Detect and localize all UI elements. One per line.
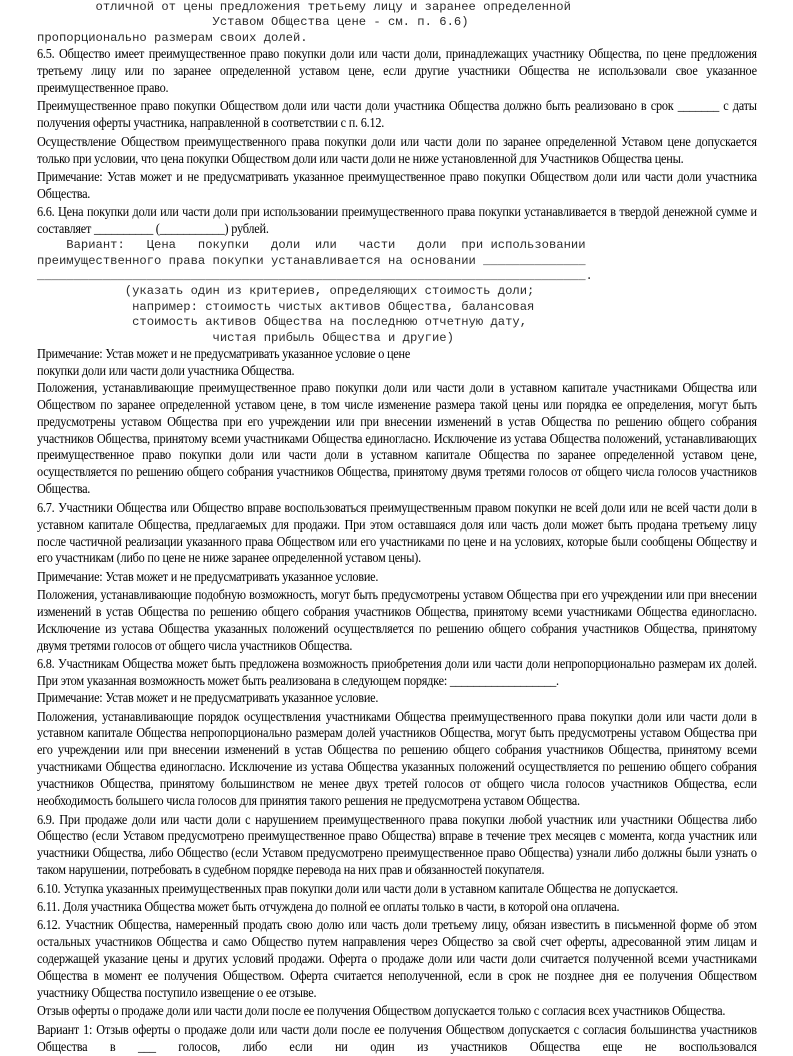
mono-line: Уставом Общества цене - см. п. 6.6) [37,15,469,30]
paragraph-offer-withdrawal: Отзыв оферты о продаже доли или части доли после ее получения Обществом допускается только с согласия всех участников Общества. [37,1003,726,1019]
mono-line: Вариант: Цена покупки доли или части доли при использовании [37,238,586,253]
mono-line: чистая прибыль Общества и другие) [37,330,454,345]
paragraph-6-5: 6.5. Общество имеет преимущественное право покупки доли или части доли, принадлежащих участнику Общества, по цене предложения третьему лицу или по заранее определенной уставом цене, если другие участники Общества не использовали свое указанное преимущественное право. [37,46,757,96]
pre-block-variant [37,238,757,346]
paragraph-6-10: 6.10. Уступка указанных преимущественных прав покупки доли или части доли в уставном капитале Общества не допускается. [37,880,679,896]
mono-line: отличной от цены предложения третьему лицу и заранее определенной [37,0,571,14]
paragraph-6-7: 6.7. Участники Общества или Общество вправе воспользоваться преимущественным правом покупки не всей доли или не всей части доли в уставном капитале Общества, предлагаемых для продажи. При этом оставшаяся доля или часть доли может быть продана третьему лицу после частичной реализации указанного права Обществом или его участниками по цене и на условиях, которые были сообщены Обществу и его участникам (либо по цене не ниже заранее определенной уставом цены). [37,499,757,566]
mono-line: преимущественного права покупки устанавливается на основании ______________ [37,253,586,268]
note-condition: Примечание: Устав может и не предусматривать указанное условие. [37,690,379,706]
note-price [37,346,757,380]
note-price-line: покупки доли или части доли участника Общества. [37,362,295,378]
pre-block-top [37,0,757,46]
paragraph-provisions-possibility: Положения, устанавливающие подобную возможность, могут быть предусмотрены уставом Общества при его учреждении или при внесении изменений в устав Общества по решению общего собрания участников Общества, принятому всеми участниками Общества единогласно. Исключение из устава Общества указанных положений осуществляется по решению общего собрания участников Общества, принятому двумя третями голосов от общего числа участников Общества. [37,587,757,653]
paragraph-provisions-order: Положения, устанавливающие порядок осуществления участниками Общества преимущественного права покупки доли или части доли в уставном капитале Общества непропорционально размерам долей участников Общества, могут быть предусмотрены уставом Общества при его учреждении или при внесении изменений в устав Общества по решению общего собрания участников Общества, принятому всеми участниками Общества единогласно. Исключение из устава Общества указанных положений осуществляется по решению общего собрания участников Общества, принятому большинством не менее двух третей голосов от общего числа голосов участников Общества, если необходимость большего числа голосов для принятия такого решения не предусмотрена уставом Общества. [37,708,757,809]
mono-line: например: стоимость чистых активов Общества, балансовая [37,299,535,314]
paragraph-6-12: 6.12. Участник Общества, намеренный продать свою долю или часть доли третьему лицу, обязан известить в письменной форме об этом остальных участников Общества и само Общество путем направления через Общество за свой счет оферты, адресованной этим лицам и содержащей указание цены и других условий продажи. Оферта о продаже доли или части доли считается полученной всеми участниками Общества в момент ее получения Обществом. Оферта считается неполученной, если в срок не позднее дня ее получения Обществом участнику Общества поступило извещение о ее отзыве. [37,917,757,1001]
note-condition: Примечание: Устав может и не предусматривать указанное условие. [37,568,379,584]
note-price-line: Примечание: Устав может и не предусматривать указанное условие о цене [37,346,411,362]
paragraph-preemptive-term: Преимущественное право покупки Обществом доли или части доли участника Общества должно быть реализовано в срок _______ с даты получения оферты участника, направленной в соответствии с п. 6.12. [37,98,757,131]
document-page [37,0,757,1056]
paragraph-provisions-preemptive: Положения, устанавливающие преимущественное право покупки доли или части доли в уставном капитале участниками Общества или Обществом по заранее определенной уставом цене, в том числе изменение размера такой цены или порядка ее определения, могут быть предусмотрены уставом Общества при его учреждении или при внесении изменений в устав Общества по решению общего собрания участников Общества, принятому всеми участниками Общества единогласно. Исключение из устава Общества положений, устанавливающих преимущественное право покупки доли или части доли в уставном капитале Общества по заранее определенной уставом цене, осуществляется по решению общего собрания участников Общества, принятому двумя третями голосов от общего числа голосов участников Общества. [37,379,757,497]
paragraph-6-11: 6.11. Доля участника Общества может быть отчуждена до полной ее оплаты только в части, в которой она оплачена. [37,899,620,915]
section-6-7-6-12 [37,380,757,1056]
mono-line: пропорционально размерам своих долей. [37,30,308,45]
paragraph-6-6: 6.6. Цена покупки доли или части доли при использовании преимущественного права покупки устанавливается в твердой денежной сумме и составляет __________ (___________) рублей. [37,204,757,237]
mono-line: ___________________________________________________________________________. [37,269,593,283]
note-preemptive-right: Примечание: Устав может и не предусматривать указанное преимущественное право покупки Обществом доли или части доли участника Общества. [37,169,757,201]
paragraph-variant-1: Вариант 1: Отзыв оферты о продаже доли или части доли после ее получения Обществом допускается с согласия большинства участников Общества в ___ голосов, либо если ни один из участников Общества еще не воспользовался [37,1021,757,1054]
mono-line: стоимость активов Общества на последнюю отчетную дату, [37,315,528,330]
mono-line: (указать один из критериев, определяющих стоимость доли; [37,284,535,299]
paragraph-6-8: 6.8. Участникам Общества может быть предложена возможность приобретения доли или части доли непропорционально размерам их долей. При этом указанная возможность может быть реализована в следующем порядке: __________________. [37,656,757,689]
paragraph-6-9: 6.9. При продаже доли или части доли с нарушением преимущественного права покупки любой участник или участники Общества либо Общество (если Уставом предусмотрено преимущественное право Общества) вправе в течение трех месяцев с момента, когда участник или участники Общества, либо Общество (если Уставом предусмотрено преимущественное право Общества) узнали либо должны были узнать о таком нарушении, потребовать в судебном порядке перевода на них прав и обязанностей покупателя. [37,811,757,878]
paragraph-price-condition: Осуществление Обществом преимущественного права покупки доли или части доли по заранее определенной Уставом цене допускается только при условии, что цена покупки Обществом доли или части доли не ниже установленной для Участников Общества цены. [37,133,757,166]
section-6-5-6-6 [37,46,757,238]
